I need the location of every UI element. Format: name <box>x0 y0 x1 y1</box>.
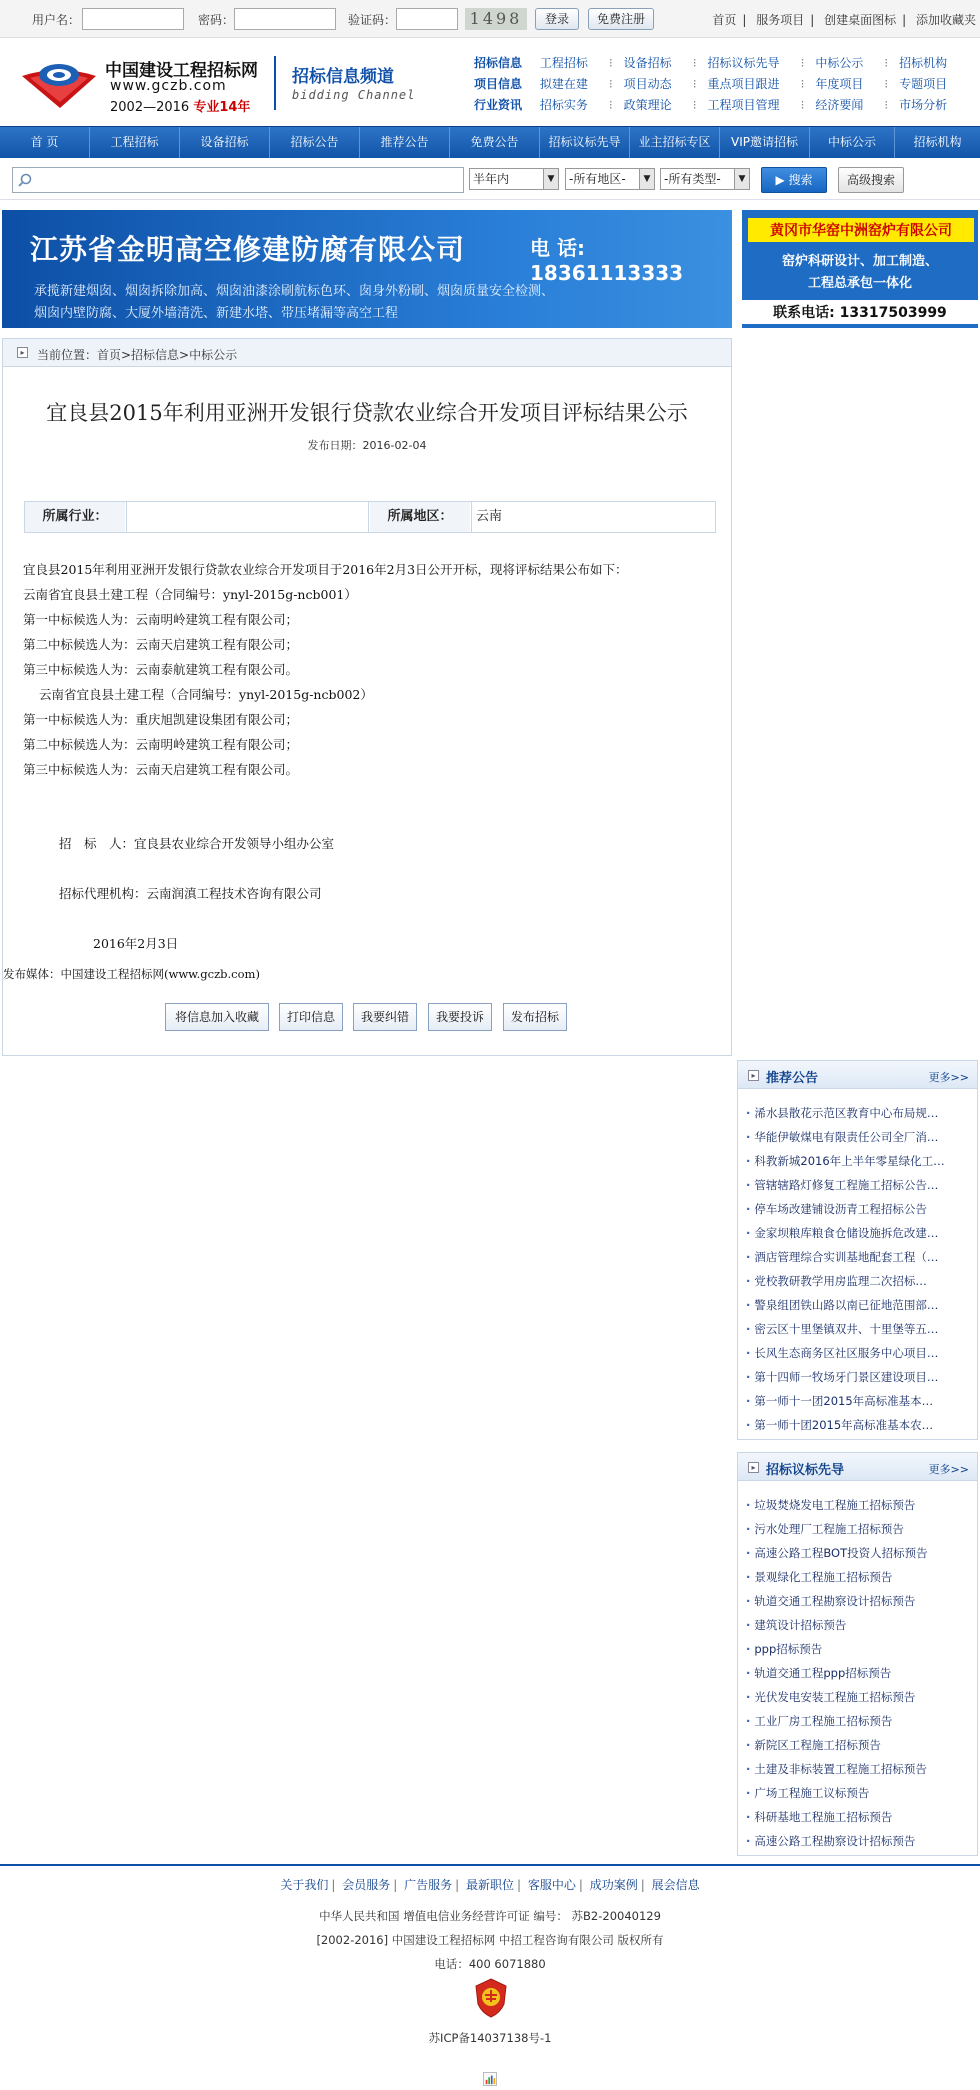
header-nav-link[interactable]: 市场分析 <box>899 98 948 112</box>
footer-license: 中华人民共和国 增值电信业务经营许可证 编号： 苏B2-20040129 <box>319 1909 661 1923</box>
header-divider <box>274 56 276 110</box>
tenderer: 招 标 人：宜良县农业综合开发领导小组办公室 <box>59 836 335 851</box>
list-item[interactable]: · 新院区工程施工招标预告 <box>738 1733 948 1757</box>
list-item[interactable]: · 光伏发电安装工程施工招标预告 <box>738 1685 948 1709</box>
arrow-right-icon: ▸ <box>748 1462 759 1473</box>
agency: 招标代理机构：云南润滇工程技术咨询有限公司 <box>59 886 322 901</box>
ad-banner-main[interactable] <box>2 210 732 328</box>
list-item[interactable]: · 停车场改建铺设沥青工程招标公告 <box>738 1197 948 1221</box>
article-line: 第二中标候选人为：云南天启建筑工程有限公司； <box>23 637 299 652</box>
list-item[interactable]: · 第一师十一团2015年高标准基本… <box>738 1389 948 1413</box>
top-links: 首页 | 服务项目 | 创建桌面图标 | 添加收藏夹 <box>712 13 976 27</box>
arrow-right-icon: ▸ <box>17 347 28 358</box>
region-label: 所属地区： <box>370 502 470 532</box>
article-line: 第二中标候选人为：云南明岭建筑工程有限公司； <box>23 737 299 752</box>
logo-url: www.gczb.com <box>110 78 227 94</box>
header-nav-link[interactable]: 工程项目管理 <box>707 98 780 112</box>
banner-company: 江苏省金明高空修建防腐有限公司 <box>30 233 466 266</box>
header-nav-link[interactable]: 招标实务 <box>539 98 588 112</box>
time-range-value: 半年内 <box>473 172 510 186</box>
footer-link-cases[interactable]: 成功案例 <box>589 1878 638 1892</box>
header-nav-row-news: 行业资讯 招标实务 ⁝ 政策理论 ⁝ 工程项目管理 ⁝ 经济要闻 ⁝ 市场分析 <box>474 98 948 112</box>
side-banner-line2: 工程总承包一体化 <box>807 276 912 291</box>
region-value: 云南 <box>471 502 715 532</box>
footer-link-jobs[interactable]: 最新职位 <box>465 1878 514 1892</box>
article-line: 第三中标候选人为：云南泰航建筑工程有限公司。 <box>23 662 299 677</box>
list-item[interactable]: · 管辖辖路灯修复工程施工招标公告… <box>738 1173 948 1197</box>
sidebar-bid-lead <box>737 1452 978 1856</box>
header-nav-link[interactable]: 政策理论 <box>623 98 672 112</box>
bid-lead-list <box>738 1493 977 1853</box>
list-item[interactable]: · 工业厂房工程施工招标预告 <box>738 1709 948 1733</box>
header-nav-link[interactable]: 中标公示 <box>815 56 864 70</box>
side-banner-company: 黄冈市华窑中洲窑炉有限公司 <box>748 218 974 242</box>
list-item[interactable]: · 华能伊敏煤电有限责任公司全厂消… <box>738 1125 948 1149</box>
article-body <box>23 557 628 782</box>
nav-award-notices[interactable]: 中标公示 <box>810 127 895 158</box>
captcha-image[interactable]: 1498 <box>465 8 527 30</box>
article-line: 云南省宜良县土建工程（合同编号：ynyl-2015g-ncb002） <box>39 687 373 702</box>
sidebar-title: 推荐公告 <box>766 1071 819 1086</box>
header-nav-head[interactable]: 招标信息 <box>474 56 523 70</box>
article-panel <box>2 338 732 1056</box>
site-header <box>0 38 980 126</box>
list-item[interactable]: · 科教新城2016年上半年零星绿化工… <box>738 1149 948 1173</box>
top-link-favorites[interactable]: 添加收藏夹 <box>915 13 976 27</box>
list-item[interactable]: · 密云区十里堡镇双井、十里堡等五… <box>738 1317 948 1341</box>
footer-copyright: [2002-2016] 中国建设工程招标网 中招工程咨询有限公司 版权所有 <box>316 1933 664 1947</box>
industry-value <box>126 502 369 532</box>
search-button-arrow-icon: ▶ <box>775 173 789 187</box>
logo-name: 中国建设工程招标网 <box>105 61 258 81</box>
logo-years-text: 2002—2016 <box>110 100 190 115</box>
register-button[interactable]: 免费注册 <box>588 8 654 30</box>
industry-label: 所属行业： <box>25 502 125 532</box>
chevron-down-icon: ▼ <box>639 169 654 189</box>
nav-owner-zone[interactable]: 业主招标专区 <box>630 127 720 158</box>
time-range-select[interactable] <box>469 168 559 190</box>
list-item[interactable]: · 高速公路工程勘察设计招标预告 <box>738 1829 948 1853</box>
list-item[interactable]: · 轨道交通工程勘察设计招标预告 <box>738 1589 948 1613</box>
login-button[interactable]: 登录 <box>535 8 579 30</box>
article-line: 云南省宜良县土建工程（合同编号：ynyl-2015g-ncb001） <box>23 587 357 602</box>
site-logo-icon[interactable] <box>20 58 98 110</box>
password-label: 密码： <box>198 13 235 27</box>
header-nav-link[interactable]: 专题项目 <box>899 77 948 91</box>
list-item[interactable]: · 酒店管理综合实训基地配套工程（… <box>738 1245 948 1269</box>
region-select[interactable] <box>565 168 655 190</box>
top-login-bar <box>0 0 980 38</box>
username-label: 用户名： <box>32 13 81 27</box>
advanced-search-button[interactable]: 高级搜索 <box>838 167 904 193</box>
nav-free-notices[interactable]: 免费公告 <box>450 127 540 158</box>
add-favorite-button[interactable]: 将信息加入收藏 <box>165 1003 269 1031</box>
list-item[interactable]: · 金家坝粮库粮食仓储设施拆危改建… <box>738 1221 948 1245</box>
channel-subtitle: bidding Channel <box>292 88 416 102</box>
top-link-services[interactable]: 服务项目 <box>756 13 805 27</box>
header-nav-link[interactable]: 项目动态 <box>623 77 672 91</box>
search-button-label: 搜索 <box>788 173 813 187</box>
footer-link-expo[interactable]: 展会信息 <box>651 1878 700 1892</box>
list-item[interactable]: · 建筑设计招标预告 <box>738 1613 948 1637</box>
list-item[interactable]: · ppp招标预告 <box>738 1637 948 1661</box>
article-line: 第一中标候选人为：重庆旭凯建设集团有限公司； <box>23 712 299 727</box>
header-nav-link[interactable]: 设备招标 <box>623 56 672 70</box>
list-item[interactable]: · 垃圾焚烧发电工程施工招标预告 <box>738 1493 948 1517</box>
list-item[interactable]: · 第十四师一牧场牙门景区建设项目… <box>738 1365 948 1389</box>
region-value: -所有地区- <box>569 172 626 186</box>
nav-equipment-bids[interactable]: 设备招标 <box>180 127 270 158</box>
footer-icp[interactable]: 苏ICP备14037138号-1 <box>428 2031 552 2045</box>
list-item[interactable]: · 第一师十团2015年高标准基本农… <box>738 1413 948 1437</box>
list-item[interactable]: · 浠水县散花示范区教育中心布局规… <box>738 1101 948 1125</box>
footer-link-support[interactable]: 客服中心 <box>527 1878 576 1892</box>
footer-link-about[interactable]: 关于我们 <box>280 1878 329 1892</box>
list-item[interactable]: · 警泉组团铁山路以南已征地范围部… <box>738 1293 948 1317</box>
nav-bid-notices[interactable]: 招标公告 <box>270 127 360 158</box>
list-item[interactable]: · 长风生态商务区社区服务中心项目… <box>738 1341 948 1365</box>
nav-recommended[interactable]: 推荐公告 <box>360 127 450 158</box>
header-nav-link[interactable]: 拟建在建 <box>539 77 588 91</box>
header-nav-row-bidding: 招标信息 工程招标 ⁝ 设备招标 ⁝ 招标议标先导 ⁝ 中标公示 ⁝ 招标机构 <box>474 56 948 70</box>
side-banner-line1: 窑炉科研设计、加工制造、 <box>781 254 938 269</box>
article-line: 第一中标候选人为：云南明岭建筑工程有限公司； <box>23 612 299 627</box>
list-item[interactable]: · 土建及非标装置工程施工招标预告 <box>738 1757 948 1781</box>
username-input[interactable] <box>82 8 184 30</box>
top-link-home[interactable]: 首页 <box>712 13 737 27</box>
article-title: 宜良县2015年利用亚洲开发银行贷款农业综合开发项目评标结果公示 <box>46 401 688 425</box>
footer-phone: 电话：400 6071880 <box>434 1957 546 1971</box>
recommended-list <box>738 1101 977 1437</box>
complaint-button[interactable]: 我要投诉 <box>428 1003 492 1031</box>
sidebar-title: 招标议标先导 <box>766 1463 845 1478</box>
article-line: 宜良县2015年利用亚洲开发银行贷款农业综合开发项目于2016年2月3日公开开标，现将评标结果公布如下： <box>23 562 628 577</box>
header-nav-head[interactable]: 行业资讯 <box>474 98 523 112</box>
sidebar-header <box>738 1453 977 1481</box>
nav-agencies[interactable]: 招标机构 <box>913 135 962 149</box>
report-error-button[interactable]: 我要纠错 <box>353 1003 417 1031</box>
list-item[interactable]: · 党校教研教学用房监理二次招标… <box>738 1269 948 1293</box>
nav-vip-invite[interactable]: VIP邀请招标 <box>720 127 810 158</box>
article-line: 第三中标候选人为：云南天启建筑工程有限公司。 <box>23 762 299 777</box>
header-nav-link[interactable]: 招标机构 <box>899 56 948 70</box>
statistics-icon[interactable] <box>483 2072 497 2086</box>
nav-home[interactable]: 首 页 <box>0 127 90 158</box>
search-bar <box>0 158 980 200</box>
header-nav-link[interactable]: 年度项目 <box>815 77 864 91</box>
banner-services-line1: 承揽新建烟囱、烟囱拆除加高、烟囱油漆涂刷航标色环、囱身外粉刷、烟囱质量安全检测、 <box>34 284 555 299</box>
info-table <box>24 501 716 533</box>
top-link-desktop-icon[interactable]: 创建桌面图标 <box>824 13 897 27</box>
more-link[interactable]: 更多>> <box>928 1463 969 1476</box>
police-badge-icon[interactable] <box>474 1978 508 2018</box>
list-item[interactable]: · 高速公路工程BOT投资人招标预告 <box>738 1541 948 1565</box>
side-banner-phone: 联系电话: 13317503999 <box>742 300 978 324</box>
list-item[interactable]: · 轨道交通工程ppp招标预告 <box>738 1661 948 1685</box>
header-nav-link[interactable]: 经济要闻 <box>815 98 864 112</box>
header-nav-link[interactable]: 重点项目跟进 <box>707 77 780 91</box>
publish-bid-button[interactable]: 发布招标 <box>503 1003 567 1031</box>
list-item[interactable]: · 污水处理厂工程施工招标预告 <box>738 1517 948 1541</box>
nav-bid-lead[interactable]: 招标议标先导 <box>540 127 630 158</box>
publish-media: 发布媒体：中国建设工程招标网(www.gczb.com) <box>3 967 260 981</box>
captcha-label: 验证码： <box>348 13 397 27</box>
breadcrumb-bar <box>3 339 731 367</box>
sign-date: 2016年2月3日 <box>93 936 179 951</box>
more-link[interactable]: 更多>> <box>928 1071 969 1084</box>
banner-phone: 电 话: 18361113333 <box>530 236 684 285</box>
ad-banner-side[interactable] <box>742 210 978 328</box>
header-nav-head[interactable]: 项目信息 <box>474 77 523 91</box>
banner-services-line2: 烟囱内壁防腐、大厦外墙清洗、新建水塔、带压堵漏等高空工程 <box>34 306 399 321</box>
site-footer <box>0 1864 980 2090</box>
footer-link-members[interactable]: 会员服务 <box>342 1878 391 1892</box>
list-item[interactable]: · 科研基地工程施工招标预告 <box>738 1805 948 1829</box>
captcha-input[interactable] <box>396 8 458 30</box>
footer-links: 关于我们 | 会员服务 | 广告服务 | 最新职位 | 客服中心 | 成功案例 | 展会信息 <box>280 1878 700 1892</box>
header-nav-link[interactable]: 工程招标 <box>539 56 588 70</box>
arrow-right-icon: ▸ <box>748 1070 759 1081</box>
search-button[interactable] <box>761 167 827 193</box>
article-date: 发布日期：2016-02-04 <box>307 439 427 452</box>
breadcrumb[interactable]: 当前位置：首页>招标信息>中标公示 <box>37 348 238 362</box>
logo-tag: 专业14年 <box>193 100 251 115</box>
print-button[interactable]: 打印信息 <box>279 1003 343 1031</box>
list-item[interactable]: · 景观绿化工程施工招标预告 <box>738 1565 948 1589</box>
search-input[interactable] <box>12 167 464 193</box>
search-icon <box>17 172 33 188</box>
sidebar-recommended <box>737 1060 978 1440</box>
password-input[interactable] <box>234 8 336 30</box>
chevron-down-icon: ▼ <box>543 169 558 189</box>
header-nav-link[interactable]: 招标议标先导 <box>707 56 780 70</box>
sidebar-header <box>738 1061 977 1089</box>
type-select[interactable] <box>660 168 750 190</box>
chevron-down-icon: ▼ <box>734 169 749 189</box>
footer-link-ads[interactable]: 广告服务 <box>404 1878 453 1892</box>
nav-engineering-bids[interactable]: 工程招标 <box>90 127 180 158</box>
list-item[interactable]: · 广场工程施工议标预告 <box>738 1781 948 1805</box>
header-nav-row-projects: 项目信息 拟建在建 ⁝ 项目动态 ⁝ 重点项目跟进 ⁝ 年度项目 ⁝ 专题项目 <box>474 77 948 91</box>
main-nav <box>0 126 980 158</box>
logo-years <box>110 96 250 115</box>
channel-title: 招标信息频道 <box>292 67 394 87</box>
type-value: -所有类型- <box>664 172 721 186</box>
